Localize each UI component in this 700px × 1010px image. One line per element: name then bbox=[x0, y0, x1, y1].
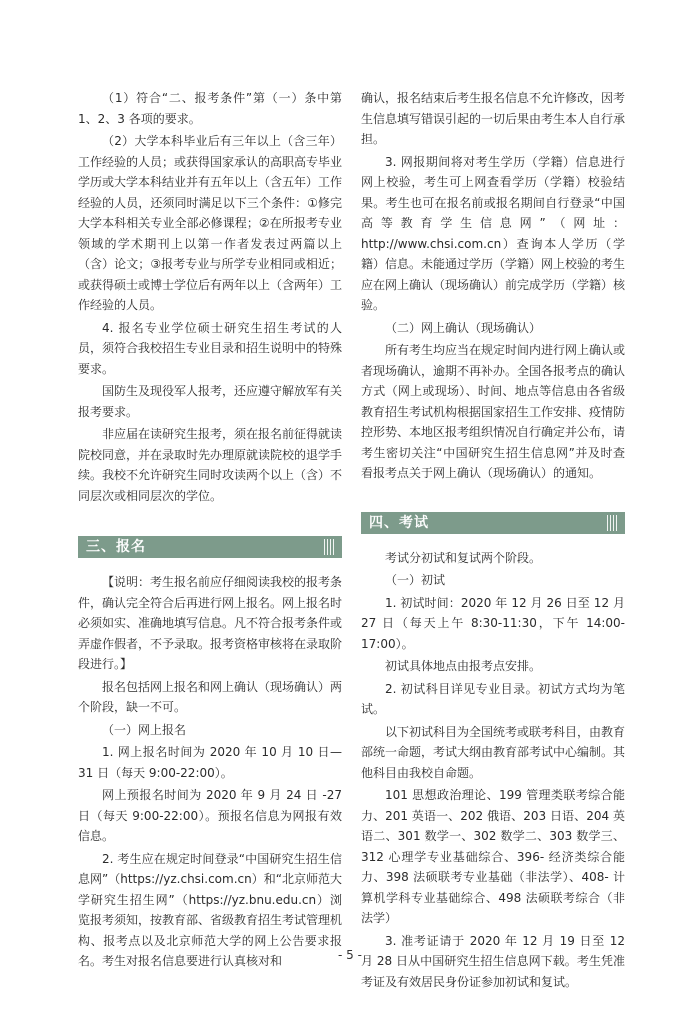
paragraph: 初试具体地点由报考点安排。 bbox=[385, 659, 542, 673]
right-column bbox=[361, 88, 625, 994]
paragraph: （1）符合“二、报考条件”第（一）条中第 1、2、3 各项的要求。 bbox=[78, 91, 342, 126]
section-banner-exam bbox=[361, 512, 625, 534]
paragraph: 国防生及现役军人报考，还应遵守解放军有关报考要求。 bbox=[78, 384, 343, 419]
paragraph: 4. 报名专业学位硕士研究生招生考试的人员，须符合我校招生专业目录和招生说明中的特殊要求。 bbox=[78, 320, 343, 376]
banner-stripes-icon bbox=[607, 515, 619, 531]
paragraph: 3. 准考证请于 2020 年 12 月 19 日至 12 月 28 日从中国研究生招生信息网下载。考生凭准考证及有效居民身份证参加初试和复试。 bbox=[361, 933, 625, 989]
paragraph: 1. 初试时间：2020 年 12 月 26 日至 12 月 27 日（每天上午 8:30-11:30，下午 14:00-17:00）。 bbox=[361, 595, 625, 651]
subheading: （一）网上报名 bbox=[102, 722, 187, 737]
paragraph: 101 思想政治理论、199 管理类联考综合能力、201 英语一、202 俄语、203 日语、204 英语二、301 数学一、302 数学二、303 数学三、312 心理学专业基础综合、396- 经济类综合能力、398 法硕联考专业基础（非法学）、408- 计算机学科专业基础综合、498 法硕联考综合（非法学） bbox=[361, 788, 625, 925]
banner-stripes-icon bbox=[324, 539, 336, 555]
paragraph: 确认，报名结束后考生报名信息不允许修改，因考生信息填写错误引起的一切后果由考生本人自行承担。 bbox=[361, 91, 626, 146]
left-column bbox=[78, 88, 342, 974]
section-title: 三、报名 bbox=[86, 539, 146, 555]
paragraph: 考试分初试和复试两个阶段。 bbox=[385, 550, 542, 565]
paragraph: 2. 考生应在规定时间登录“中国研究生招生信息网”（https://yz.chsi.com.cn）和“北京师范大学研究生招生网”（https://yz.bnu.edu.cn）浏览报考须知，按教育部、省级教育招生考试管理机构、报考点以及北京师范大学的网上公告要求报名。考生对报名信息要进行认真核对和 bbox=[78, 851, 343, 968]
paragraph: 1. 网上报名时间为 2020 年 10 月 10 日—31 日（每天 9:00-22:00）。 bbox=[78, 745, 342, 780]
paragraph: 非应届在读研究生报考，须在报名前征得就读院校同意，并在录取时先办理原就读院校的退学手续。我校不允许研究生同时攻读两个以上（含）不同层次或相同层次的学位。 bbox=[78, 427, 343, 503]
subheading: （二）网上确认（现场确认） bbox=[385, 320, 542, 335]
paragraph: （2）大学本科毕业后有三年以上（含三年）工作经验的人员；或获得国家承认的高职高专毕业学历或大学本科结业并有五年以上（含五年）工作经验的人员，还须同时满足以下三个条件：①修完大学本科相关专业全部必修课程；②在所报考专业领域的学术期刊上以第一作者发表过两篇以上（含）论文；③报考专业与所学专业相同或相近；或获得硕士或博士学位后有两年以上（含两年）工作经验的人员。 bbox=[78, 134, 343, 312]
paragraph: 以下初试科目为全国统考或联考科目，由教育部统一命题，考试大纲由教育部考试中心编制。其他科目由我校自命题。 bbox=[361, 724, 626, 780]
subheading: （一）初试 bbox=[385, 573, 446, 587]
paragraph: 网上预报名时间为 2020 年 9 月 24 日 -27 日（每天 9:00-22:00）。预报名信息为网报有效信息。 bbox=[78, 788, 342, 843]
paragraph: 2. 初试科目详见专业目录。初试方式均为笔试。 bbox=[361, 681, 625, 716]
paragraph: 报名包括网上报名和网上确认（现场确认）两个阶段，缺一不可。 bbox=[78, 679, 343, 714]
section-title: 四、考试 bbox=[369, 514, 429, 531]
page-number: - 5 - bbox=[338, 948, 362, 962]
paragraph: 【说明：考生报名前应仔细阅读我校的报考条件，确认完全符合后再进行网上报名。网上报名时必须如实、准确地填写信息。凡不符合报考条件或弄虚作假者，不予录取。报考资格审核将在录取阶段进行。】 bbox=[78, 575, 343, 671]
paragraph: 所有考生均应当在规定时间内进行网上确认或者现场确认，逾期不再补办。全国各报考点的确认方式（网上或现场）、时间、地点等信息由各省级教育招生考试机构根据国家招生工作安排、疫情防控形势、本地区报考组织情况自行确定并公布，请考生密切关注“中国研究生招生信息网”并及时查看报考点关于网上确认（现场确认）的通知。 bbox=[361, 343, 626, 480]
section-banner-registration bbox=[78, 536, 342, 558]
paragraph: 3. 网报期间将对考生学历（学籍）信息进行网上校验，考生可上网查看学历（学籍）校验结果。考生也可在报名前或报名期间自行登录“中国高等教育学生信息网”（网址：http://www.chsi.com.cn）查询本人学历（学籍）信息。未能通过学历（学籍）网上校验的考生应在网上确认（现场确认）前完成学历（学籍）核验。 bbox=[361, 154, 626, 312]
